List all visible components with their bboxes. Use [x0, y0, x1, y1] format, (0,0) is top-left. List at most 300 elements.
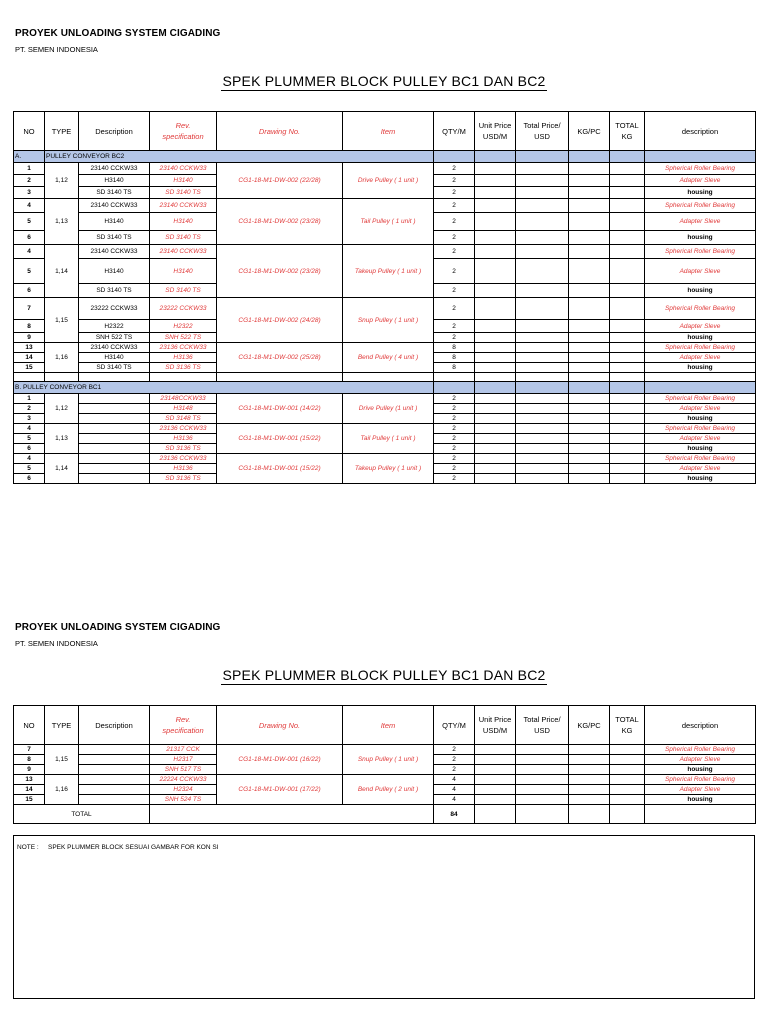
cell-kgpc: [569, 333, 610, 343]
cell-kgpc: [569, 434, 610, 444]
cell-desc2: housing: [645, 284, 756, 298]
cell-desc2: Adapter Sleve: [645, 259, 756, 284]
cell-description: H3140: [79, 259, 150, 284]
cell-no: 3: [14, 187, 45, 199]
cell-unit-price: [475, 320, 516, 333]
cell-total-price: [516, 343, 569, 353]
cell-total-price: [516, 745, 569, 755]
cell-kgpc: [569, 213, 610, 231]
cell-no: 5: [14, 434, 45, 444]
cell-kgpc: [569, 775, 610, 785]
cell-qty: 2: [434, 284, 475, 298]
cell-kgpc: [569, 424, 610, 434]
cell-total-kg: [610, 231, 645, 245]
cell-type: 1,15: [45, 298, 79, 343]
cell-total-price: [516, 454, 569, 464]
col-total-kg-line1: TOTAL: [615, 121, 639, 130]
cell-type: 1,13: [45, 424, 79, 454]
blank-row: [14, 373, 756, 382]
cell-item: Tail Pulley ( 1 unit ): [343, 199, 434, 245]
cell-qty: 2: [434, 245, 475, 259]
cell-total-price: [516, 464, 569, 474]
cell-total-kg: [610, 394, 645, 404]
cell-total-kg: [610, 245, 645, 259]
cell-total-kg: [610, 284, 645, 298]
section-row-a: [14, 151, 756, 163]
col-desc2: description: [645, 112, 756, 151]
cell-desc2: Adapter Sleve: [645, 353, 756, 363]
cell-drawing: CG1-18-M1-DW-002 (22/28): [217, 163, 343, 199]
col-type-2: TYPE: [45, 706, 79, 745]
cell-unit-price: [475, 795, 516, 805]
cell-total-kg: [610, 333, 645, 343]
cell-total-price: [516, 163, 569, 175]
cell-total-kg: [610, 363, 645, 373]
col-qty-2: QTY/M: [434, 706, 475, 745]
cell-description: H2322: [79, 320, 150, 333]
cell-unit-price: [475, 199, 516, 213]
cell-total-kg: [610, 775, 645, 785]
col-item: [343, 112, 434, 151]
cell-qty: 2: [434, 474, 475, 484]
cell-total-price: [516, 284, 569, 298]
cell-unit-price: [475, 454, 516, 464]
cell-no: 14: [14, 785, 45, 795]
col-total-kg: [610, 112, 645, 151]
cell-unit-price: [475, 353, 516, 363]
cell-no: 4: [14, 245, 45, 259]
cell-rev-spec: SD 3136 TS: [150, 363, 217, 373]
cell-unit-price: [475, 464, 516, 474]
col-total-price-line1: Total Price/: [523, 121, 561, 130]
table-header-row: [14, 112, 756, 151]
cell-rev-spec: 22224 CCKW33: [150, 775, 217, 785]
cell-qty: 8: [434, 363, 475, 373]
cell-total-kg: [610, 474, 645, 484]
cell-description: 23222 CCKW33: [79, 298, 150, 320]
project-title-2: PROYEK UNLOADING SYSTEM CIGADING: [15, 622, 221, 633]
cell-qty: 2: [434, 333, 475, 343]
cell-qty: 8: [434, 343, 475, 353]
cell-kgpc: [569, 259, 610, 284]
cell-drawing: CG1-18-M1-DW-001 (15/22): [217, 454, 343, 484]
cell-description: [79, 394, 150, 404]
cell-unit-price: [475, 175, 516, 187]
cell-rev-spec: H2324: [150, 785, 217, 795]
cell-unit-price: [475, 755, 516, 765]
cell-unit-price: [475, 343, 516, 353]
cell-total-price: [516, 785, 569, 795]
cell-kgpc: [569, 320, 610, 333]
cell-unit-price: [475, 745, 516, 755]
cell-description: [79, 775, 150, 785]
cell-type: 1,13: [45, 199, 79, 245]
col-rev-spec-2: [150, 706, 217, 745]
col-item-label-2: Item: [380, 720, 396, 730]
cell-description: 23140 CCKW33: [79, 199, 150, 213]
cell-total-price: [516, 259, 569, 284]
cell-no: 8: [14, 320, 45, 333]
cell-total-kg: [610, 464, 645, 474]
col-total-price-2: [516, 706, 569, 745]
cell-description: [79, 795, 150, 805]
cell-kgpc: [569, 474, 610, 484]
cell-qty: 2: [434, 404, 475, 414]
cell-item: Tail Pulley ( 1 unit ): [343, 424, 434, 454]
cell-total-kg: [610, 755, 645, 765]
cell-rev-spec: H3140: [150, 175, 217, 187]
cell-qty: 2: [434, 414, 475, 424]
cell-desc2: Spherical Roller Bearing: [645, 745, 756, 755]
cell-kgpc: [569, 394, 610, 404]
cell-desc2: housing: [645, 187, 756, 199]
cell-qty: 2: [434, 175, 475, 187]
cell-no: 9: [14, 333, 45, 343]
cell-rev-spec: SD 3140 TS: [150, 284, 217, 298]
col-rev-spec: [150, 112, 217, 151]
cell-kgpc: [569, 404, 610, 414]
cell-item: Drive Pulley (1 unit ): [343, 394, 434, 424]
cell-description: SD 3140 TS: [79, 187, 150, 199]
section-b-label: B. PULLEY CONVEYOR BC1: [14, 382, 434, 394]
cell-total-price: [516, 199, 569, 213]
cell-description: [79, 755, 150, 765]
cell-no: 7: [14, 298, 45, 320]
cell-desc2: Adapter Sleve: [645, 213, 756, 231]
cell-qty: 2: [434, 755, 475, 765]
total-label: TOTAL: [14, 805, 150, 824]
cell-desc2: housing: [645, 414, 756, 424]
table-row: [14, 199, 756, 213]
cell-qty: 4: [434, 795, 475, 805]
cell-total-kg: [610, 745, 645, 755]
cell-no: 7: [14, 745, 45, 755]
cell-qty: 8: [434, 353, 475, 363]
cell-kgpc: [569, 245, 610, 259]
col-total-kg-line2-2: KG: [621, 726, 633, 735]
cell-total-price: [516, 353, 569, 363]
cell-total-price: [516, 775, 569, 785]
col-drawing: [217, 112, 343, 151]
col-unit-price-line2: USD/M: [482, 132, 508, 141]
cell-qty: 2: [434, 424, 475, 434]
cell-kgpc: [569, 464, 610, 474]
cell-total-price: [516, 404, 569, 414]
cell-no: 1: [14, 394, 45, 404]
note-text: SPEK PLUMMER BLOCK SESUAI GAMBAR FOR KON SI: [48, 844, 219, 851]
cell-description: [79, 454, 150, 464]
cell-rev-spec: SNH 522 TS: [150, 333, 217, 343]
cell-rev-spec: 23148CCKW33: [150, 394, 217, 404]
cell-description: SD 3140 TS: [79, 231, 150, 245]
document-title-2: SPEK PLUMMER BLOCK PULLEY BC1 DAN BC2: [222, 667, 546, 683]
cell-kgpc: [569, 454, 610, 464]
table-row: [14, 454, 756, 464]
cell-type: 1,12: [45, 163, 79, 199]
cell-desc2: housing: [645, 333, 756, 343]
cell-description: [79, 464, 150, 474]
cell-total-price: [516, 175, 569, 187]
col-kgpc: KG/PC: [569, 112, 610, 151]
cell-kgpc: [569, 363, 610, 373]
cell-qty: 2: [434, 298, 475, 320]
col-kgpc-2: KG/PC: [569, 706, 610, 745]
cell-kgpc: [569, 284, 610, 298]
cell-qty: 4: [434, 775, 475, 785]
cell-total-kg: [610, 444, 645, 454]
cell-rev-spec: 21317 CCK: [150, 745, 217, 755]
cell-description: [79, 444, 150, 454]
cell-description: H3140: [79, 213, 150, 231]
cell-description: [79, 785, 150, 795]
cell-no: 3: [14, 414, 45, 424]
cell-total-price: [516, 424, 569, 434]
col-description: Description: [79, 112, 150, 151]
cell-total-kg: [610, 175, 645, 187]
col-item-label: Item: [380, 126, 396, 136]
cell-no: 13: [14, 343, 45, 353]
cell-rev-spec: H2317: [150, 755, 217, 765]
page-2-body: [14, 745, 756, 805]
cell-unit-price: [475, 785, 516, 795]
cell-total-kg: [610, 434, 645, 444]
cell-unit-price: [475, 298, 516, 320]
cell-rev-spec: SNH 524 TS: [150, 795, 217, 805]
cell-description: SD 3140 TS: [79, 363, 150, 373]
cell-type: 1,14: [45, 245, 79, 298]
cell-kgpc: [569, 745, 610, 755]
cell-unit-price: [475, 434, 516, 444]
cell-unit-price: [475, 259, 516, 284]
col-unit-price-2: [475, 706, 516, 745]
cell-no: 6: [14, 284, 45, 298]
cell-drawing: CG1-18-M1-DW-001 (16/22): [217, 745, 343, 775]
table-row: [14, 394, 756, 404]
cell-desc2: Spherical Roller Bearing: [645, 343, 756, 353]
cell-rev-spec: H3140: [150, 213, 217, 231]
cell-total-kg: [610, 765, 645, 775]
cell-kgpc: [569, 414, 610, 424]
cell-total-kg: [610, 795, 645, 805]
cell-total-price: [516, 444, 569, 454]
cell-rev-spec: 23136 CCKW33: [150, 424, 217, 434]
cell-total-kg: [610, 454, 645, 464]
section-a-label: PULLEY CONVEYOR BC2: [45, 151, 434, 163]
cell-desc2: housing: [645, 474, 756, 484]
cell-description: [79, 745, 150, 755]
cell-desc2: Adapter Sleve: [645, 320, 756, 333]
col-unit-price-line1-2: Unit Price: [478, 715, 512, 724]
cell-unit-price: [475, 424, 516, 434]
cell-total-price: [516, 333, 569, 343]
cell-unit-price: [475, 444, 516, 454]
cell-rev-spec: 23136 CCKW33: [150, 343, 217, 353]
note-box: [13, 835, 755, 999]
cell-rev-spec: 23136 CCKW33: [150, 454, 217, 464]
cell-no: 2: [14, 175, 45, 187]
cell-rev-spec: SNH 517 TS: [150, 765, 217, 775]
cell-total-kg: [610, 343, 645, 353]
cell-description: [79, 414, 150, 424]
cell-no: 5: [14, 213, 45, 231]
cell-no: 6: [14, 474, 45, 484]
cell-desc2: Adapter Sleve: [645, 755, 756, 765]
cell-kgpc: [569, 444, 610, 454]
cell-drawing: CG1-18-M1-DW-002 (23/28): [217, 199, 343, 245]
table-row: [14, 745, 756, 755]
col-drawing-2: [217, 706, 343, 745]
company-name-2: PT. SEMEN INDONESIA: [15, 639, 98, 648]
cell-total-kg: [610, 414, 645, 424]
cell-total-kg: [610, 259, 645, 284]
cell-item: Takeup Pulley ( 1 unit ): [343, 454, 434, 484]
col-total-price-line2-2: USD: [534, 726, 550, 735]
cell-no: 6: [14, 231, 45, 245]
cell-unit-price: [475, 284, 516, 298]
cell-kgpc: [569, 199, 610, 213]
cell-desc2: housing: [645, 363, 756, 373]
cell-rev-spec: SD 3140 TS: [150, 231, 217, 245]
col-drawing-label: Drawing No.: [258, 126, 301, 136]
col-total-kg-line1-2: TOTAL: [615, 715, 639, 724]
col-unit-price-line2-2: USD/M: [482, 726, 508, 735]
section-b-body: [14, 394, 756, 484]
total-row: [14, 805, 756, 824]
cell-type: 1,15: [45, 745, 79, 775]
cell-item: Drive Pulley ( 1 unit ): [343, 163, 434, 199]
cell-no: 1: [14, 163, 45, 175]
col-no-2: NO: [14, 706, 45, 745]
cell-desc2: Adapter Sleve: [645, 175, 756, 187]
note-label: NOTE :: [17, 844, 39, 851]
cell-unit-price: [475, 213, 516, 231]
cell-description: 23140 CCKW33: [79, 245, 150, 259]
col-unit-price: [475, 112, 516, 151]
col-qty: QTY/M: [434, 112, 475, 151]
cell-item: Bend Pulley ( 4 unit ): [343, 343, 434, 373]
cell-drawing: CG1-18-M1-DW-002 (23/28): [217, 245, 343, 298]
section-a-body: [14, 163, 756, 373]
cell-description: [79, 765, 150, 775]
cell-total-price: [516, 414, 569, 424]
table-row: [14, 245, 756, 259]
section-row-b: [14, 382, 756, 394]
cell-rev-spec: H3136: [150, 353, 217, 363]
cell-rev-spec: H3140: [150, 259, 217, 284]
cell-description: [79, 404, 150, 414]
cell-description: SNH 522 TS: [79, 333, 150, 343]
cell-qty: 2: [434, 745, 475, 755]
cell-drawing: CG1-18-M1-DW-002 (25/28): [217, 343, 343, 373]
cell-desc2: housing: [645, 444, 756, 454]
col-rev-line2: specification: [162, 132, 204, 141]
col-item-2: [343, 706, 434, 745]
cell-total-price: [516, 245, 569, 259]
cell-total-kg: [610, 298, 645, 320]
cell-qty: 2: [434, 259, 475, 284]
cell-total-kg: [610, 320, 645, 333]
cell-qty: 2: [434, 231, 475, 245]
cell-description: [79, 474, 150, 484]
table-header-row-2: [14, 706, 756, 745]
cell-total-kg: [610, 163, 645, 175]
cell-desc2: Spherical Roller Bearing: [645, 199, 756, 213]
cell-item: Takeup Pulley ( 1 unit ): [343, 245, 434, 298]
cell-kgpc: [569, 187, 610, 199]
cell-description: 23140 CCKW33: [79, 343, 150, 353]
col-total-price: [516, 112, 569, 151]
cell-total-price: [516, 213, 569, 231]
cell-qty: 2: [434, 464, 475, 474]
cell-qty: 2: [434, 454, 475, 464]
table-row: [14, 343, 756, 353]
cell-qty: 2: [434, 434, 475, 444]
col-desc2-2: description: [645, 706, 756, 745]
cell-kgpc: [569, 231, 610, 245]
cell-total-kg: [610, 404, 645, 414]
col-rev-line1: Rev.: [175, 121, 191, 130]
spec-table-page-2: [13, 705, 756, 824]
cell-no: 13: [14, 775, 45, 785]
table-row: [14, 424, 756, 434]
cell-total-price: [516, 394, 569, 404]
cell-qty: 2: [434, 199, 475, 213]
cell-total-kg: [610, 785, 645, 795]
cell-total-price: [516, 474, 569, 484]
cell-type: 1,16: [45, 343, 79, 373]
cell-no: 9: [14, 765, 45, 775]
col-description-2: Description: [79, 706, 150, 745]
table-row: [14, 775, 756, 785]
cell-total-price: [516, 765, 569, 775]
cell-rev-spec: H2322: [150, 320, 217, 333]
col-total-kg-line2: KG: [621, 132, 633, 141]
cell-unit-price: [475, 775, 516, 785]
cell-drawing: CG1-18-M1-DW-002 (24/28): [217, 298, 343, 343]
cell-drawing: CG1-18-M1-DW-001 (14/22): [217, 394, 343, 424]
cell-item: Snup Pulley ( 1 unit ): [343, 745, 434, 775]
cell-rev-spec: SD 3140 TS: [150, 187, 217, 199]
cell-unit-price: [475, 163, 516, 175]
cell-kgpc: [569, 755, 610, 765]
cell-no: 4: [14, 424, 45, 434]
cell-no: 8: [14, 755, 45, 765]
cell-unit-price: [475, 245, 516, 259]
cell-qty: 2: [434, 394, 475, 404]
cell-no: 4: [14, 199, 45, 213]
cell-total-price: [516, 320, 569, 333]
cell-qty: 2: [434, 765, 475, 775]
cell-qty: 2: [434, 213, 475, 231]
cell-total-price: [516, 298, 569, 320]
cell-rev-spec: 23222 CCKW33: [150, 298, 217, 320]
cell-unit-price: [475, 404, 516, 414]
cell-kgpc: [569, 163, 610, 175]
cell-unit-price: [475, 231, 516, 245]
cell-desc2: Spherical Roller Bearing: [645, 775, 756, 785]
company-name: PT. SEMEN INDONESIA: [15, 45, 98, 54]
cell-kgpc: [569, 343, 610, 353]
cell-description: 23140 CCKW33: [79, 163, 150, 175]
cell-description: [79, 424, 150, 434]
cell-desc2: housing: [645, 765, 756, 775]
cell-kgpc: [569, 795, 610, 805]
cell-desc2: Adapter Sleve: [645, 404, 756, 414]
cell-total-price: [516, 434, 569, 444]
cell-unit-price: [475, 363, 516, 373]
cell-total-kg: [610, 199, 645, 213]
cell-no: 6: [14, 444, 45, 454]
